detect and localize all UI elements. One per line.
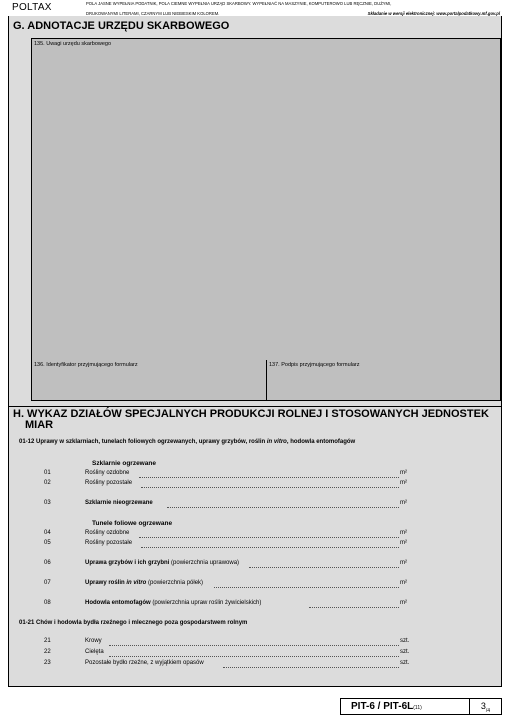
header-note <box>86 1 500 16</box>
field-137-box[interactable] <box>266 360 501 401</box>
section-h-title-line1: H. WYKAZ DZIAŁÓW SPECJALNYCH PRODUKCJI ROLNEJ I STOSOWANYCH JEDNOSTEK <box>13 408 489 420</box>
field-135-label: 135. Uwagi urzędu skarbowego <box>34 41 112 47</box>
field-136-box[interactable] <box>31 360 267 401</box>
row-06: 06 Uprawa grzybów i ich grzybni (powierzchnia uprawowa) m² <box>44 560 407 566</box>
section-g-title: G. ADNOTACJE URZĘDU SKARBOWEGO <box>13 20 230 32</box>
section-h-title <box>13 409 493 431</box>
page-number: $3_{/4}$ <box>469 699 501 714</box>
page-header <box>8 0 502 17</box>
row-05: 05 Rośliny pozostałe m² <box>44 540 407 546</box>
header-note-right: Składanie w wersji elektronicznej: www.portalpodatkowy.mf.gov.pl <box>367 11 500 16</box>
section-divider <box>9 406 501 407</box>
header-note-line2: DRUKOWANYMI LITERAMI, CZARNYM LUB NIEBIESKIM KOLOREM. <box>86 11 220 16</box>
row-21: 21 Krowy szt. <box>44 638 410 644</box>
row-01: 01 Rośliny ozdobne m² <box>44 470 407 476</box>
row-02: 02 Rośliny pozostałe m² <box>44 480 407 486</box>
header-note-line1: POLA JASNE WYPEŁNIA PODATNIK, POLA CIEMNE WYPEŁNIA URZĄD SKARBOWY. WYPEŁNIAĆ NA MASZYNIE, KOMPUTEROWO LUB RĘCZNIE, DUŻYMI, <box>86 1 392 6</box>
field-137-label: 137. Podpis przyjmującego formularz <box>269 362 360 368</box>
row-22: 22 Cielęta szt. <box>44 649 410 655</box>
field-136-label: 136. Identyfikator przyjmującego formularz <box>34 362 138 368</box>
group-01-21-heading: 01-21 Chów i hodowla bydła rzeźnego i mlecznego poza gospodarstwem rolnym <box>19 620 248 626</box>
form-footer <box>340 698 502 715</box>
brand-label: POLTAX <box>12 2 52 13</box>
field-135-box[interactable] <box>31 38 501 362</box>
sub-heated-greenhouses: Szklarnie ogrzewane <box>92 460 156 467</box>
group-01-12-heading: 01-12 Uprawy w szklarniach, tunelach foliowych ogrzewanych, uprawy grzybów, roślin in vitro, hodowla entomofagów <box>19 439 356 445</box>
section-h-title-line2: MIAR <box>25 419 54 431</box>
form-frame <box>8 16 502 687</box>
row-07: 07 Uprawy roślin in vitro (powierzchnia półek) m² <box>44 580 407 586</box>
row-23: 23 Pozostałe bydło rzeźne, z wyjątkiem opasów szt. <box>44 660 410 666</box>
row-08: 08 Hodowla entomofagów (powierzchnia upraw roślin żywicielskich) m² <box>44 600 407 606</box>
row-04: 04 Rośliny ozdobne m² <box>44 530 407 536</box>
sub-heated-tunnels: Tunele foliowe ogrzewane <box>92 520 173 527</box>
form-id: PIT-6 / PIT-6L(11) <box>351 701 422 712</box>
row-03: 03 Szklarnie nieogrzewane m² <box>44 500 407 506</box>
